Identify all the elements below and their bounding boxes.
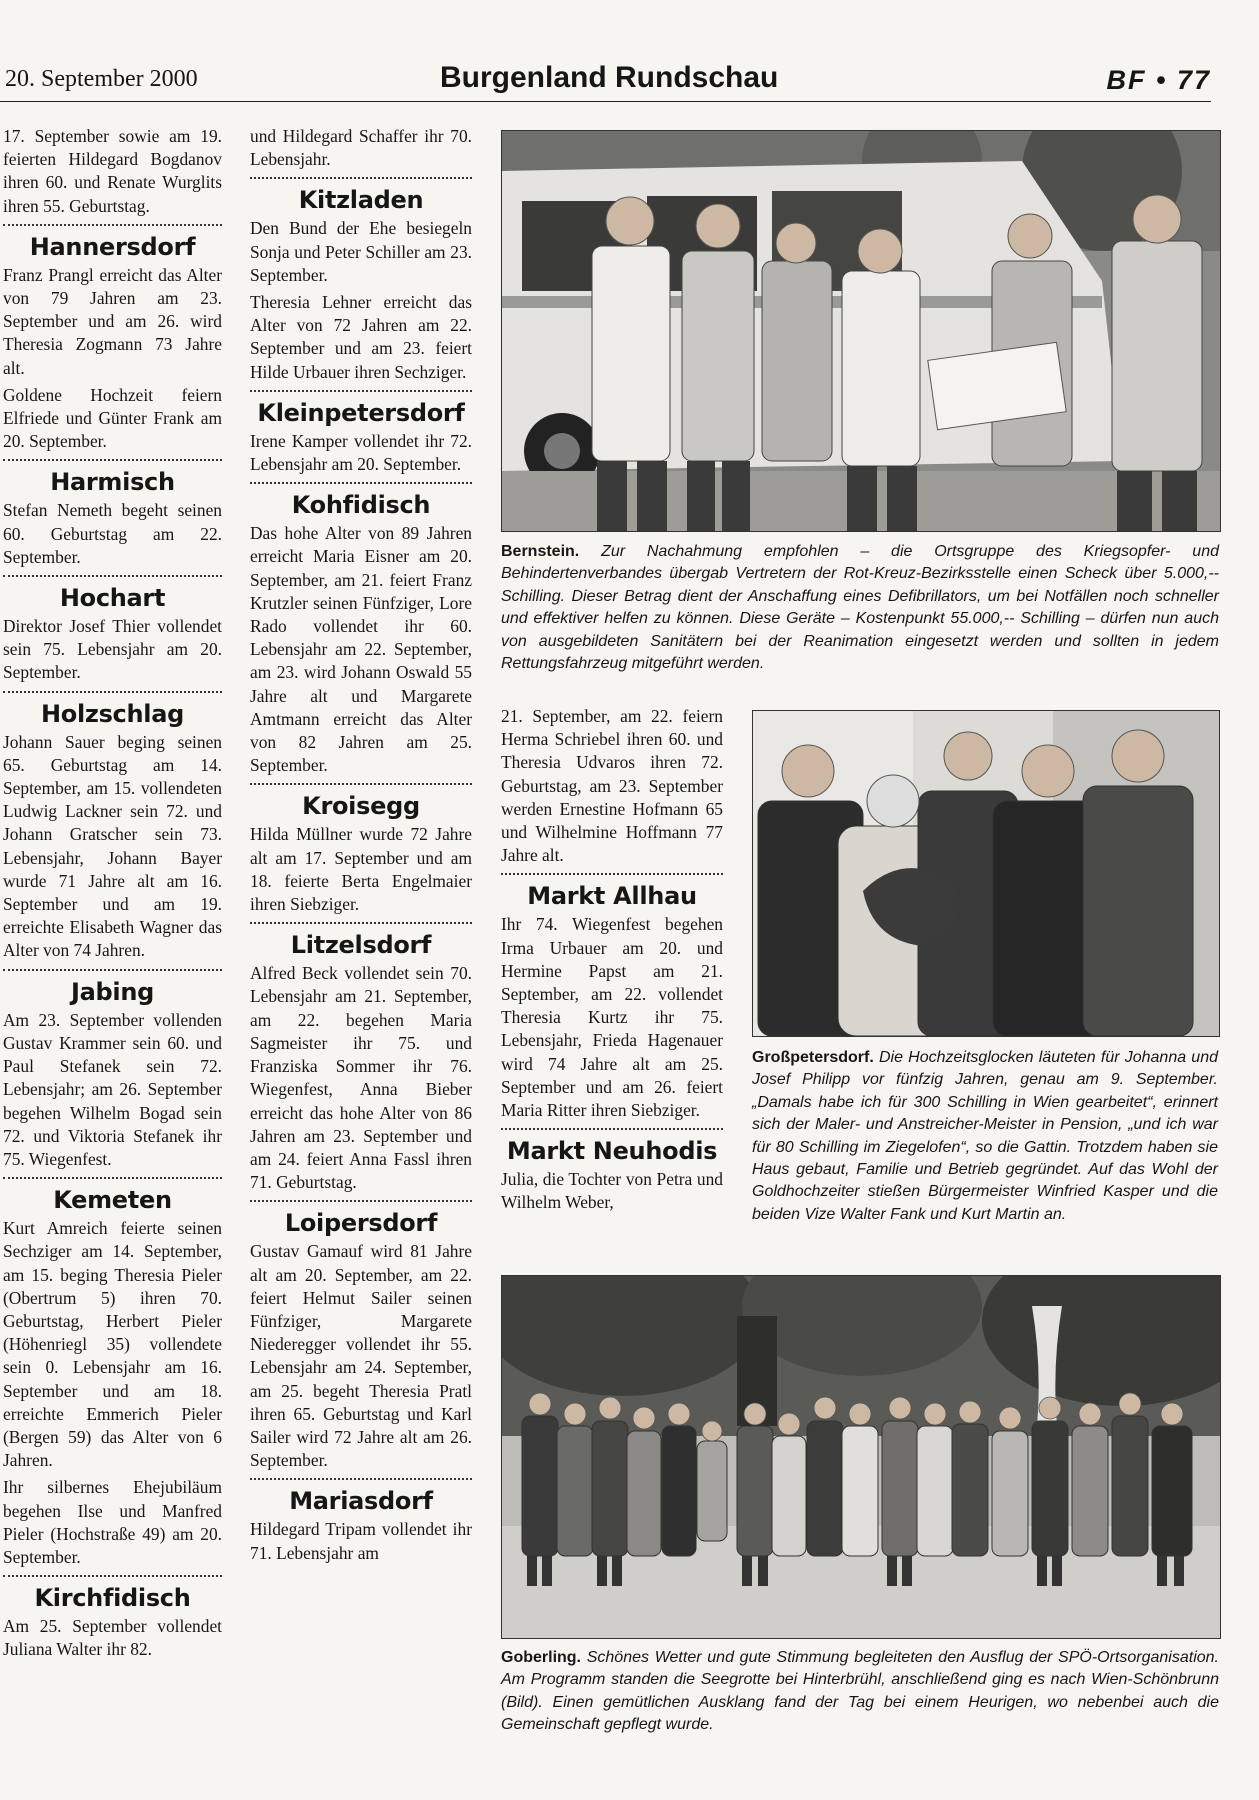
- article-text: Stefan Nemeth begeht seinen 60. Geburtstag am 22. September.: [3, 500, 222, 567]
- article-text: Hildegard Tripam vollendet ihr 71. Lebensjahr am: [250, 1519, 472, 1563]
- section-heading: Jabing: [71, 977, 154, 1006]
- dotted-separator: [250, 922, 472, 924]
- dotted-separator: [3, 969, 222, 971]
- page-header: [0, 0, 1259, 110]
- article-text: Ihr 74. Wiegenfest begehen Irma Urbauer am 20. und Hermine Papst am 21. September, am 22. vollendet Theresia Kurtz ihr 75. Lebensjahr, Frieda Hagenauer wird 74 Jahre alt am 25. September und am 26. feiert Maria Ritter ihren Siebziger.: [501, 914, 723, 1121]
- photo-caption: [501, 541, 1219, 675]
- column-3: [501, 705, 723, 1265]
- dotted-separator: [501, 1128, 723, 1130]
- article-text: Franz Prangl erreicht das Alter von 79 Jahren am 23. September und am 26. wird Theresia Zogmann 73 Jahre alt.: [3, 264, 222, 378]
- article-text: Den Bund der Ehe besiegeln Sonja und Peter Schiller am 23. September.: [250, 218, 472, 285]
- article-text: 21. September, am 22. feiern Herma Schriebel ihren 60. und Theresia Udvaros ihren 72. Geburtstag, am 23. September werden Ernestine Hofmann 65 und Wilhelmine Hoffmann 77 Jahre alt.: [501, 706, 723, 866]
- dotted-separator: [3, 1575, 222, 1577]
- article-text: Julia, die Tochter von Petra und Wilhelm Weber,: [501, 1169, 723, 1213]
- section-heading: Markt Allhau: [527, 882, 697, 911]
- dotted-separator: [3, 224, 222, 226]
- article-text: Direktor Josef Thier vollendet sein 75. Lebensjahr am 20. September.: [3, 616, 222, 683]
- section-heading: Kleinpetersdorf: [257, 398, 465, 427]
- photo-caption: [501, 1647, 1219, 1737]
- dotted-separator: [250, 177, 472, 179]
- caption-text: Zur Nachahmung empfohlen – die Ortsgruppe des Kriegsopfer- und Behindertenverbandes übergab Vertretern der Rot-Kreuz-Bezirksstelle einen Scheck über 5.000,-- Schilling. Dieser Betrag dient der Anschaffung eines Defibrillators, um bei Notfällen noch schneller und effektiver helfen zu können. Diese Geräte – Kostenpunkt 55.000,-- Schilling – dürfen nun auch von ausgebildeten Sanitätern bei der Reanimation eingesetzt werden und sollten in jedem Rettungsfahrzeug mitgeführt werden.: [501, 543, 1220, 673]
- photo-goberling: [501, 1275, 1221, 1639]
- article-text: Gustav Gamauf wird 81 Jahre alt am 20. September, am 22. feiert Helmut Sailer seinen Fünfziger, Margarete Niederegger vollendet ihr 55. Lebensjahr am 24. September, am 25. begeht Theresia Pratl ihren 65. Geburtstag und Karl Sailer wird 72 Jahre alt am 26. September.: [250, 1241, 472, 1471]
- section-heading: Hochart: [59, 584, 166, 613]
- photo-grosspetersdorf-image: [753, 711, 1219, 1036]
- photo-bernstein-image: [502, 131, 1220, 531]
- photo-goberling-image: [502, 1276, 1220, 1638]
- section-heading: Kirchfidisch: [34, 1584, 191, 1613]
- caption-location: Goberling.: [501, 1649, 581, 1666]
- column-1: [0, 125, 222, 1790]
- section-heading: Kohfidisch: [291, 491, 431, 520]
- newspaper-title: Burgenland Rundschau: [440, 61, 779, 94]
- photo-caption: [752, 1047, 1218, 1226]
- article-text: Das hohe Alter von 89 Jahren erreicht Maria Eisner am 20. September, am 21. feiert Franz Krutzler seinen Fünfziger, Lore Rado vollendet ihr 60. Lebensjahr am 22. September, am 23. wird Johann Oswald 55 Jahre alt und Margarete Amtmann erreicht das Alter von 82 Jahren am 25. September.: [250, 523, 472, 776]
- article-text: Kurt Amreich feierte seinen Sechziger am 14. September, am 15. beging Theresia Pieler (Obertrum 5) ihren 70. Geburtstag, Herbert Pieler (Höhenriegl 35) vollendete sein 0. Lebensjahr am 16. September und am 18. erreichte Emmerich Pieler (Bergen 59) das Alter von 6 Jahren.: [3, 1218, 222, 1471]
- section-heading: Kroisegg: [302, 792, 420, 821]
- article-text: Irene Kamper vollendet ihr 72. Lebensjahr am 20. September.: [250, 430, 472, 475]
- caption-location: Großpetersdorf.: [752, 1049, 874, 1066]
- dotted-separator: [3, 459, 222, 461]
- section-heading: Kitzladen: [298, 186, 424, 215]
- dotted-separator: [250, 1200, 472, 1202]
- article-text: 17. September sowie am 19. feierten Hildegard Bogdanov ihren 60. und Renate Wurglits ihren 55. Geburtstag.: [3, 126, 222, 216]
- article-text: Hilda Müllner wurde 72 Jahre alt am 17. September und am 18. feierte Berta Engelmaier ihren Siebziger.: [250, 824, 472, 915]
- section-heading: Holzschlag: [41, 699, 184, 728]
- section-heading: Markt Neuhodis: [506, 1137, 718, 1166]
- section-heading: Hannersdorf: [29, 232, 196, 261]
- caption-text: Die Hochzeitsglocken läuteten für Johanna und Josef Philipp vor fünfzig Jahren, genau am 9. September. „Damals habe ich für 300 Schilling in Wien gearbeitet“, erinnert sich der Maler- und Anstreicher-Meister in Pension, „und ich war für 80 Schilling im Ziegelofen“, so die Gattin. Trotzdem haben sie Haus gebaut, Familie und Betrieb gegründet. Auf das Wohl der Goldhochzeiter stießen Bürgermeister Winfried Kasper und die beiden Vize Walter Fank und Kurt Martin an.: [752, 1049, 1218, 1223]
- caption-text: Schönes Wetter und gute Stimmung begleiteten den Ausflug der SPÖ-Ortsorganisation. Am Programm standen die Seegrotte bei Hinterbrühl, anschließend ging es nach Wien-Schönbrunn (Bild). Einen gemütlichen Ausklang fand der Tag bei einem Heurigen, wo nebenbei auch die Gemeinschaft gepflegt wurde.: [501, 1649, 1220, 1734]
- dotted-separator: [250, 390, 472, 392]
- section-heading: Kemeten: [53, 1186, 172, 1215]
- dotted-separator: [250, 482, 472, 484]
- issue-date: 20. September 2000: [5, 66, 198, 92]
- section-heading: Mariasdorf: [289, 1487, 433, 1516]
- article-text: Goldene Hochzeit feiern Elfriede und Günter Frank am 20. September.: [3, 384, 222, 452]
- column-2: [250, 125, 472, 1790]
- section-heading: Litzelsdorf: [290, 931, 432, 960]
- photo-grosspetersdorf: [752, 710, 1220, 1037]
- article-text: und Hildegard Schaffer ihr 70. Lebensjahr.: [250, 126, 472, 170]
- photo-bernstein: [501, 130, 1221, 532]
- article-text: Johann Sauer beging seinen 65. Geburtstag am 14. September, am 15. vollendeten Ludwig Lackner sein 72. und Johann Gratscher sein 73. Lebensjahr, Johann Bayer wurde 71 Jahre alt am 16. September und am 19. erreichte Elisabeth Wagner das Alter von 74 Jahren.: [3, 731, 222, 961]
- dotted-separator: [250, 1478, 472, 1480]
- header-rule: [0, 101, 1211, 102]
- article-text: Am 25. September vollendet Juliana Walter ihr 82.: [3, 1616, 222, 1660]
- section-heading: Harmisch: [50, 468, 175, 497]
- article-text: Theresia Lehner erreicht das Alter von 72 Jahren am 22. September und am 23. feiert Hilde Urbauer ihren Sechziger.: [250, 292, 472, 382]
- dotted-separator: [3, 1177, 222, 1179]
- page-number: BF • 77: [1106, 65, 1211, 95]
- dotted-separator: [501, 873, 723, 875]
- article-text: Am 23. September vollenden Gustav Krammer sein 60. und Paul Stefanek sein 72. Lebensjahr; am 26. September begehen Wilhelm Bogad sein 72. und Viktoria Stefanek ihr 75. Wiegenfest.: [3, 1009, 222, 1169]
- dotted-separator: [3, 575, 222, 577]
- article-text: Alfred Beck vollendet sein 70. Lebensjahr am 21. September, am 22. begehen Maria Sagmeister ihr 75. und Franziska Sommer ihr 76. Wiegenfest, Anna Bieber erreicht das hohe Alter von 86 Jahren am 23. September und am 24. feiert Anna Fassl ihren 71. Geburtstag.: [250, 963, 472, 1193]
- dotted-separator: [3, 691, 222, 693]
- dotted-separator: [250, 783, 472, 785]
- article-text: Ihr silbernes Ehejubiläum begehen Ilse und Manfred Pieler (Hochstraße 49) am 20. September.: [3, 1477, 222, 1567]
- section-heading: Loipersdorf: [284, 1209, 438, 1238]
- caption-location: Bernstein.: [501, 543, 580, 560]
